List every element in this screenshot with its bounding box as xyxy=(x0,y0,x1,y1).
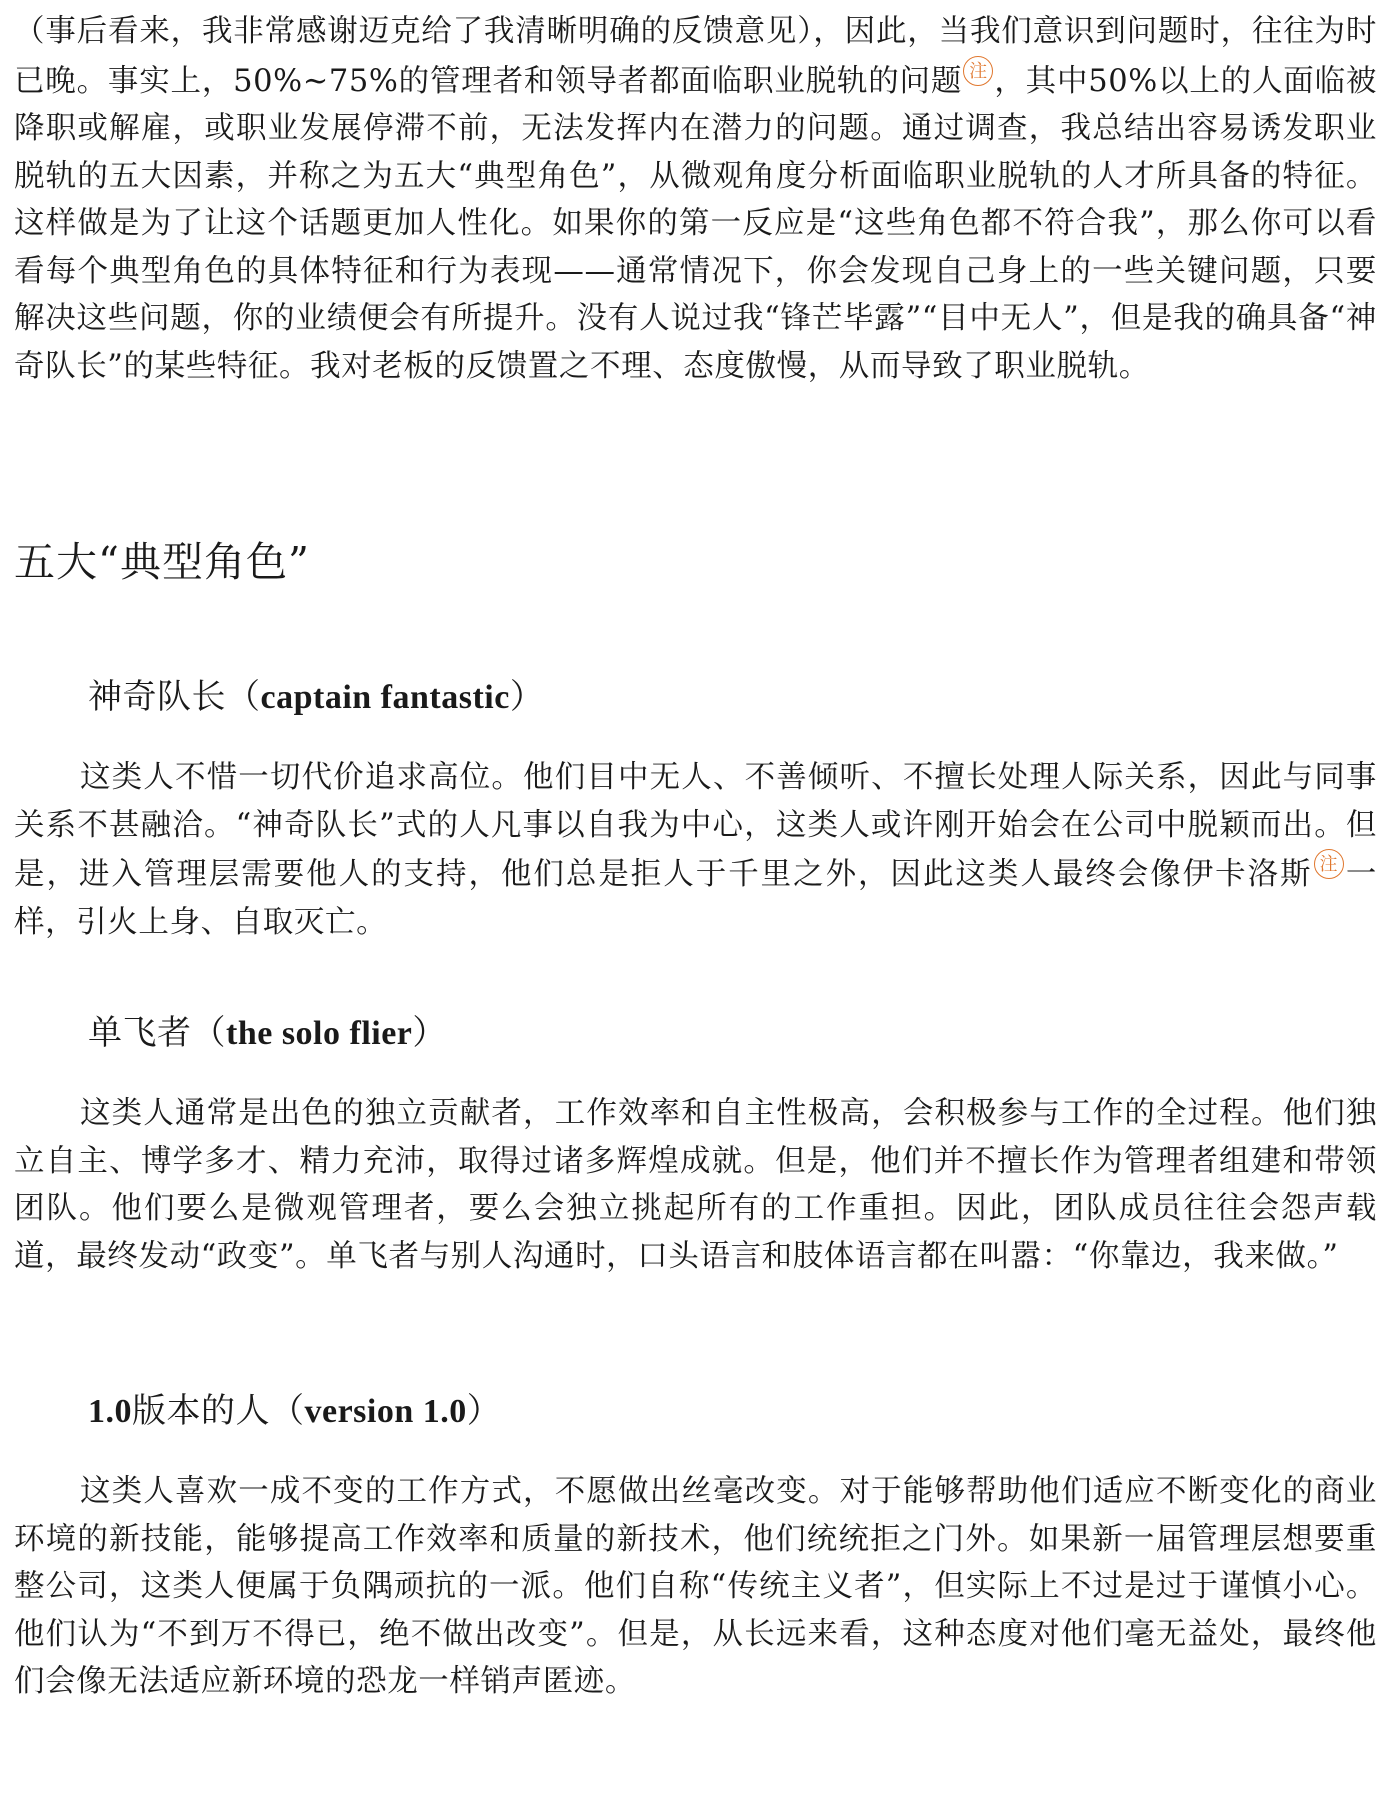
role-paragraph: 这类人通常是出色的独立贡献者，工作效率和自主性极高，会积极参与工作的全过程。他们独立自主、博学多才、精力充沛，取得过诸多辉煌成就。但是，他们并不擅长作为管理者组建和带领团队。他们要么是微观管理者，要么会独立挑起所有的工作重担。因此，团队成员往往会怨声载道，最终发动“政变”。单飞者与别人沟通时，口头语言和肢体语言都在叫嚣：“你靠边，我来做。” xyxy=(14,1096,1377,1274)
role-heading-cn: 单飞者（ xyxy=(88,1013,226,1053)
role-block-version-1 xyxy=(14,1468,1377,1706)
role-text-b: 一样，引火上身、自取灭亡。 xyxy=(14,857,1377,940)
role-heading-cn: 神奇队长（ xyxy=(88,677,261,717)
role-paragraph: 这类人喜欢一成不变的工作方式，不愿做出丝毫改变。对于能够帮助他们适应不断变化的商业环境的新技能，能够提高工作效率和质量的新技术，他们统统拒之门外。如果新一届管理层想要重整公司，这类人便属于负隅顽抗的一派。他们自称“传统主义者”，但实际上不过是过于谨慎小心。他们认为“不到万不得已，绝不做出改变”。但是，从长远来看，这种态度对他们毫无益处，最终他们会像无法适应新环境的恐龙一样销声匿迹。 xyxy=(14,1474,1377,1699)
role-block-solo-flier xyxy=(14,1090,1377,1280)
intro-text-a: （事后看来，我非常感谢迈克给了我清晰明确的反馈意见），因此，当我们意识到问题时，往往为时已晚。事实上，50%~75%的管理者和领导者都面临职业脱轨的问题 xyxy=(14,14,1377,99)
role-heading-captain-fantastic xyxy=(88,674,544,721)
role-heading-cn: 版本的人（ xyxy=(132,1391,305,1431)
intro-text-b: ，其中50%以上的人面临被降职或解雇，或职业发展停滞不前，无法发挥内在潜力的问题。通过调查，我总结出容易诱发职业脱轨的五大因素，并称之为五大“典型角色”，从微观角度分析面临职业脱轨的人才所具备的特征。这样做是为了让这个话题更加人性化。如果你的第一反应是“这些角色都不符合我”，那么你可以看看每个典型角色的具体特征和行为表现——通常情况下，你会发现自己身上的一些关键问题，只要解决这些问题，你的业绩便会有所提升。没有人说过我“锋芒毕露”“目中无人”，但是我的确具备“神奇队长”的某些特征。我对老板的反馈置之不理、态度傲慢，从而导致了职业脱轨。 xyxy=(14,63,1377,384)
role-heading-version-1 xyxy=(88,1388,501,1435)
role-heading-close: ） xyxy=(509,677,545,717)
intro-block xyxy=(14,8,1377,390)
role-paragraph xyxy=(14,754,1377,946)
role-heading-solo-flier xyxy=(88,1010,447,1057)
section-title: 五大“典型角色” xyxy=(14,538,310,586)
role-heading-close: ） xyxy=(466,1391,502,1431)
footnote-marker-icon[interactable]: 注 xyxy=(1314,849,1344,879)
intro-paragraph xyxy=(14,8,1377,390)
role-block-captain-fantastic xyxy=(14,754,1377,946)
role-heading-num: 1.0 xyxy=(88,1393,132,1430)
role-text-a: 这类人不惜一切代价追求高位。他们目中无人、不善倾听、不擅长处理人际关系，因此与同事关系不甚融洽。“神奇队长”式的人凡事以自我为中心，这类人或许刚开始会在公司中脱颖而出。但是，进入管理层需要他人的支持，他们总是拒人于千里之外，因此这类人最终会像伊卡洛斯 xyxy=(14,760,1377,892)
footnote-marker-icon[interactable]: 注 xyxy=(963,56,993,86)
role-heading-en: version 1.0 xyxy=(304,1393,467,1430)
role-heading-close: ） xyxy=(412,1013,447,1053)
role-heading-en: captain fantastic xyxy=(260,679,510,716)
role-heading-en: the solo flier xyxy=(226,1015,413,1052)
